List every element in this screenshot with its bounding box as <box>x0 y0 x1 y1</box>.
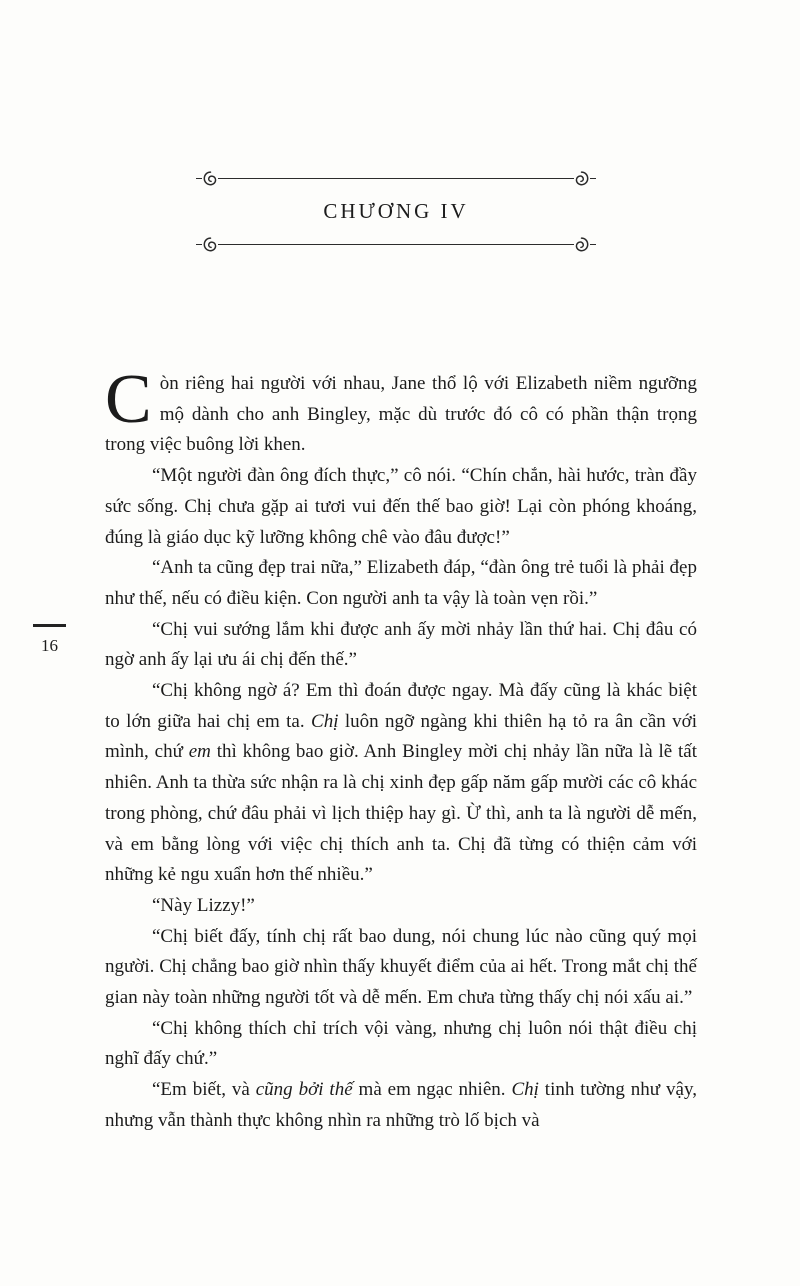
paragraph <box>105 361 697 461</box>
text-run: “Một người đàn ông đích thực,” cô nói. “Chín chắn, hài hước, tràn đầy sức sống. Chị chưa gặp ai tươi vui đến thế bao giờ! Lại còn phóng khoáng, đúng là giáo dục kỹ lưỡng không chê vào đâu được!” <box>105 465 697 548</box>
text-run: “Anh ta cũng đẹp trai nữa,” Elizabeth đáp, “đàn ông trẻ tuổi là phải đẹp như thế, nếu có điều kiện. Con người anh ta vậy là toàn vẹn rồi.” <box>105 557 697 609</box>
body-text <box>105 361 697 1137</box>
italic-text-run: Chị <box>311 710 339 732</box>
text-run: “Em biết, và <box>152 1079 256 1101</box>
page-number-block <box>33 624 67 656</box>
text-run: luôn ngỡ ngàng khi thiên hạ tỏ ra ân cần với mình, chứ <box>105 710 697 763</box>
page-number-rule <box>33 624 66 627</box>
text-run: òn riêng hai người với nhau, Jane thổ lộ với Elizabeth niềm ngưỡng mộ dành cho anh Bingley, mặc dù trước đó cô có phần thận trọng trong việc buông lời khen. <box>105 373 697 456</box>
drop-cap: C <box>105 361 152 438</box>
text-run: tinh tường như vậy, nhưng vẫn thành thực không nhìn ra những trò lố bịch và <box>105 1079 697 1131</box>
rule-line <box>196 178 596 179</box>
swirl-ornament-icon <box>202 236 218 252</box>
chapter-title: CHƯƠNG IV <box>323 199 469 223</box>
swirl-ornament-icon <box>574 236 590 252</box>
page-number: 16 <box>41 636 58 655</box>
chapter-header <box>196 170 596 252</box>
swirl-ornament-icon <box>202 170 218 186</box>
rule-line <box>196 244 596 245</box>
paragraph <box>105 1014 697 1075</box>
paragraph <box>105 615 697 676</box>
text-run: thì không bao giờ. Anh Bingley mời chị nhảy lần nữa là lẽ tất nhiên. Anh ta thừa sức nhận ra là chị xinh đẹp gấp năm gấp mười các cô khác trong phòng, chứ đâu phải vì lịch thiệp hay gì. Ừ thì, anh ta là người dễ mến, và em bằng lòng với việc chị thích anh ta. Chị đã từng có thiện cảm với những kẻ ngu xuẩn hơn thế nhiều.” <box>105 741 697 886</box>
paragraph <box>105 891 697 922</box>
paragraph <box>105 461 697 553</box>
swirl-ornament-icon <box>574 170 590 186</box>
italic-text-run: cũng bởi thế <box>255 1079 353 1101</box>
text-run: “Chị biết đấy, tính chị rất bao dung, nói chung lúc nào cũng quý mọi người. Chị chẳng bao giờ nhìn thấy khuyết điểm của ai hết. Trong mắt chị thế gian này toàn những người tốt và dễ mến. Em chưa từng thấy chị nói xấu ai.” <box>105 925 697 1009</box>
text-run: “Chị vui sướng lắm khi được anh ấy mời nhảy lần thứ hai. Chị đâu có ngờ anh ấy lại ưu ái chị đến thế.” <box>105 618 697 671</box>
italic-text-run: em <box>188 741 211 763</box>
text-run: mà em ngạc nhiên. <box>352 1079 512 1101</box>
paragraph <box>105 922 697 1014</box>
italic-text-run: Chị <box>511 1079 539 1101</box>
text-run: “Này Lizzy!” <box>152 894 255 916</box>
paragraph <box>105 1075 697 1136</box>
text-run: “Chị không thích chỉ trích vội vàng, nhưng chị luôn nói thật điều chị nghĩ đấy chứ.” <box>105 1017 697 1070</box>
text-run: “Chị không ngờ á? Em thì đoán được ngay. Mà đấy cũng là khác biệt to lớn giữa hai chị em ta. <box>105 680 697 732</box>
header-rule-bottom <box>196 236 596 252</box>
paragraph <box>105 676 697 891</box>
header-rule-top <box>196 170 596 186</box>
paragraph <box>105 553 697 614</box>
